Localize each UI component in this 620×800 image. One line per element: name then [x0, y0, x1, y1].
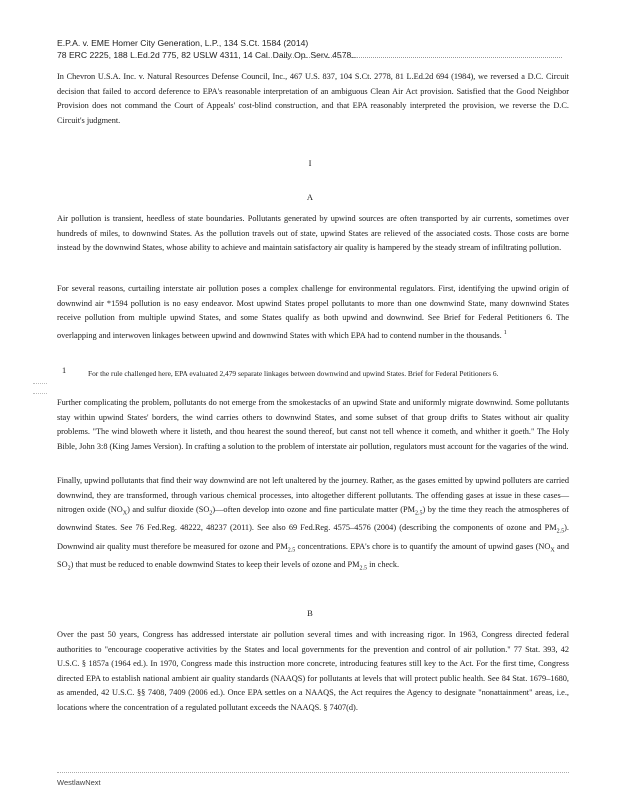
paragraph-complex-challenge — [57, 282, 569, 343]
subscript: 2.5 — [415, 510, 423, 517]
subscript: 2 — [67, 565, 71, 572]
text-run: ). Downwind air quality must therefore be measured for ozone and PM — [57, 523, 569, 551]
section-heading-a: A — [306, 192, 314, 202]
text-run: )—often develop into ozone and fine particulate matter (PM — [212, 505, 416, 515]
text-run: and SO — [57, 541, 570, 569]
paragraph-congress-history: Over the past 50 years, Congress has addressed interstate air pollution several times and with increasing rigor. In 1963, Congress directed federal authorities to "encourage cooperative activities by the States and local governments for the prevention and control of air pollution." 77 Stat. 393, 42 U.S.C. § 1857a (1964 ed.). In 1970, Congress made this instruction more concrete, introducing features still key to the Act. For the first time, Congress directed EPA to establish national ambient air quality standards (NAAQS) for pollutants at levels that will protect public health. See 84 Stat. 1679–1680, as amended, 42 U.S.C. §§ 7408, 7409 (2006 ed.). Once EPA settles on a NAAQS, the Act requires the Agency to designate "nonattainment" areas, i.e., locations where the concentration of a regulated pollutant exceeds the NAAQS. § 7407(d). — [57, 630, 569, 712]
text-run: Finally, upwind pollutants that find their way downwind are not left unaltered by the journey. Rather, as the gases emitted by upwind polluters are carried downwind, they are transformed, through various chemical processes, into altogether different pollutants. The offending gases at issue in these cases—nitrogen oxide (NO — [57, 476, 569, 515]
margin-mark — [33, 393, 47, 394]
intro-paragraph: In Chevron U.S.A. Inc. v. Natural Resources Defense Council, Inc., 467 U.S. 837, 104 S.Ct. 2778, 81 L.Ed.2d 694 (1984), we reversed a D.C. Circuit decision that failed to accord deference to EPA's reasonable interpretation of an ambiguous Clean Air Act provision. Satisfied that the Good Neighbor Provision does not command the Court of Appeals' cost-blind construction, and that EPA reasonably interpreted the provision, we reverse the D.C. Circuit's judgment. — [57, 72, 569, 125]
footer-rule — [57, 772, 569, 773]
text-run: in check. — [367, 559, 400, 569]
paragraph-complex-challenge-text: For several reasons, curtailing interstate air pollution poses a complex challenge for environmental regulators. First, identifying the upwind origin of downwind air *1594 pollution is no easy endeavor. Most upwind States propel pollutants to more than one downwind State, many downwind States receive pollution from multiple upwind States, and some States qualify as both upwind and downwind. See Brief for Federal Petitioners 6. The overlapping and interwoven linkages between upwind and downwind States with which EPA had to contend number in the thousands. — [57, 284, 569, 340]
text-run: ) and sulfur dioxide (SO — [127, 505, 210, 515]
text-run: ) that must be reduced to enable downwind States to keep their levels of ozone and PM — [70, 559, 360, 569]
text-run: ) by the time they reach the atmospheres of downwind States. See 76 Fed.Reg. 48222, 48237 (2011). See also 69 Fed.Reg. 4575–4576 (2004) (describing the components of ozone and PM — [57, 505, 569, 533]
section-heading-roman-one: I — [308, 158, 312, 168]
subscript: X — [550, 547, 555, 554]
text-run: concentrations. EPA's chore is to quantify the amount of upwind gases (NO — [295, 541, 551, 551]
paragraph-air-pollution: Air pollution is transient, heedless of state boundaries. Pollutants generated by upwind sources are often transported by air currents, sometimes over hundreds of miles, to downwind States. As the pollution travels out of state, upwind States are relieved of the associated costs. Those costs are borne instead by the downwind States, whose ability to achieve and maintain satisfactory air quality is hampered by the steady stream of infiltrating pollution. — [57, 214, 569, 253]
subscript: 2.5 — [556, 529, 565, 536]
subscript: 2.5 — [287, 547, 296, 554]
subscript: X — [122, 510, 128, 517]
subscript: 2.5 — [359, 565, 368, 572]
margin-mark — [33, 383, 47, 384]
footnote-reference[interactable]: 1 — [503, 329, 507, 336]
footnote-text: For the rule challenged here, EPA evaluated 2,479 separate linkages between downwind and upwind States. Brief for Federal Petitioners 6. — [88, 369, 499, 378]
citation-header-title: E.P.A. v. EME Homer City Generation, L.P., 134 S.Ct. 1584 (2014) — [57, 38, 309, 48]
header-rule — [262, 57, 562, 58]
section-heading-b: B — [307, 608, 313, 618]
footer-brand: WestlawNext — [57, 778, 101, 787]
footnote-number: 1 — [62, 366, 67, 375]
citation-header-reporters: 78 ERC 2225, 188 L.Ed.2d 775, 82 USLW 4311, 14 Cal. Daily Op. Serv. 4578... — [57, 50, 359, 60]
subscript: 2 — [209, 510, 213, 517]
paragraph-wind: Further complicating the problem, pollutants do not emerge from the smokestacks of an upwind State and uniformly migrate downwind. Some pollutants stay within upwind States' borders, the wind carries others to downwind States, and some subset of that group drifts to States without air quality problems. "The wind bloweth where it listeth, and thou hearest the sound thereof, but canst not tell whence it cometh, and whither it goeth." The Holy Bible, John 3:8 (King James Version). In crafting a solution to the problem of interstate air pollution, regulators must account for the vagaries of the wind. — [57, 398, 569, 451]
paragraph-transformation — [57, 474, 569, 576]
